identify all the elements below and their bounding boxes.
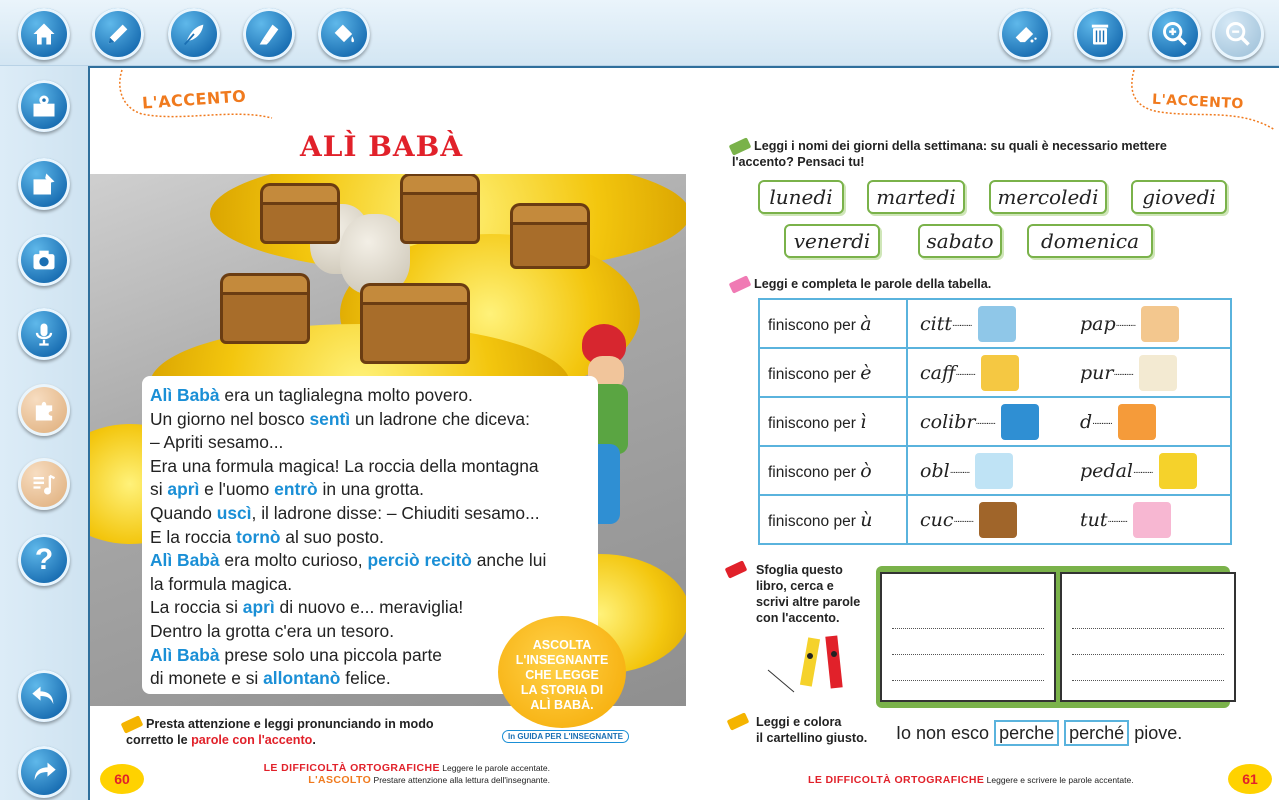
camera-icon (30, 246, 58, 274)
note-button[interactable] (18, 158, 70, 210)
story-text-segment: Un giorno nel bosco (150, 408, 310, 429)
map-button[interactable] (18, 80, 70, 132)
music-button[interactable] (18, 458, 70, 510)
book-spread (88, 66, 1279, 800)
story-line (150, 408, 590, 432)
pencils-illustration (764, 630, 864, 700)
story-line (150, 502, 590, 526)
story-text-segment: un ladrone che diceva: (350, 408, 530, 429)
paint-bucket-icon (330, 20, 358, 48)
story-text-segment: Era una formula magica! La roccia della montagna (150, 455, 539, 476)
word-to-complete[interactable]: pur ........... (1068, 355, 1228, 391)
word-picture (1139, 355, 1177, 391)
trash-icon (1086, 20, 1114, 48)
puzzle-button[interactable] (18, 384, 70, 436)
brush-button[interactable] (168, 8, 220, 60)
table-row (759, 348, 1231, 397)
story-text-segment: – Apriti sesamo... (150, 432, 284, 453)
listen-badge: ASCOLTA L'INSEGNANTE CHE LEGGE LA STORIA DI ALÌ BABÀ. (498, 616, 626, 728)
page-number-right: 61 (1228, 764, 1272, 794)
accented-word: allontanò (263, 668, 341, 689)
days-instruction: Leggi i nomi dei giorni della settimana: su quali è necessario mettere l'accento? Pensaci tu! (732, 138, 1167, 170)
story-line (150, 384, 590, 408)
question-icon: ? (34, 543, 54, 576)
table-row (759, 446, 1231, 495)
accented-word: Alì Babà (150, 385, 220, 405)
zoom-out-button[interactable] (1212, 8, 1264, 60)
color-instruction: Leggi e colora il cartellino giusto. (732, 714, 867, 746)
home-button[interactable] (18, 8, 70, 60)
story-text-segment: prese solo una piccola parte (219, 644, 442, 665)
row-label: finiscono per è (759, 348, 907, 397)
zoom-in-icon (1161, 20, 1189, 48)
trash-button[interactable] (1074, 8, 1126, 60)
fill-button[interactable] (318, 8, 370, 60)
story-text-segment: La roccia si (150, 597, 243, 618)
marker-icon (255, 20, 283, 48)
word-to-complete[interactable]: pedal ........... (1068, 453, 1228, 489)
accented-word: aprì (167, 479, 200, 500)
row-label: finiscono per à (759, 299, 907, 348)
day-card-martedi[interactable]: martedi (867, 180, 965, 214)
home-icon (30, 20, 58, 48)
story-text-segment: anche lui (471, 550, 547, 571)
reading-instruction: Presta attenzione e leggi pronunciando in modo corretto le parole con l'accento. (126, 716, 434, 748)
word-cell[interactable] (907, 397, 1231, 446)
pen-button[interactable] (92, 8, 144, 60)
story-text-segment: felice. (340, 668, 391, 689)
accented-word: uscì (216, 502, 252, 523)
day-card-venerdi[interactable]: venerdi (784, 224, 880, 258)
word-cell[interactable] (907, 446, 1231, 495)
word-to-complete[interactable]: caff ........... (908, 355, 1068, 391)
accent-vowel: è (860, 361, 872, 384)
choice-perche-accent[interactable]: perché (1064, 720, 1129, 746)
left-page (90, 68, 690, 800)
story-line (150, 455, 590, 479)
undo-icon (30, 682, 58, 710)
section-ribbon-right: L'ACCENTO (1151, 91, 1245, 113)
music-list-icon (30, 470, 58, 498)
accented-word: Alì Babà (150, 644, 220, 665)
top-toolbar (0, 0, 1279, 66)
table-row (759, 299, 1231, 348)
word-to-complete[interactable]: obl ........... (908, 453, 1068, 489)
help-button[interactable] (18, 534, 70, 586)
book-instruction: Sfoglia questo libro, cerca e scrivi altre parole con l'accento. (732, 562, 860, 626)
story-line (150, 549, 590, 573)
accent-vowel: ù (860, 508, 873, 531)
word-cell[interactable] (907, 495, 1231, 544)
row-label: finiscono per ì (759, 397, 907, 446)
story-text-segment: , il ladrone disse: – Chiuditi sesamo... (251, 502, 540, 523)
accent-vowel: ò (860, 459, 872, 482)
day-card-domenica[interactable]: domenica (1027, 224, 1153, 258)
day-card-lunedi[interactable]: lunedi (758, 180, 844, 214)
word-to-complete[interactable]: citt ........... (908, 306, 1068, 342)
story-line (150, 478, 590, 502)
word-picture (975, 453, 1013, 489)
camera-button[interactable] (18, 234, 70, 286)
accented-word: perciò (367, 550, 420, 571)
word-to-complete[interactable]: d ........... (1068, 404, 1228, 440)
microphone-icon (30, 320, 58, 348)
story-line (150, 431, 590, 455)
word-picture (1118, 404, 1156, 440)
section-ribbon: L'ACCENTO (141, 86, 247, 113)
story-text-segment: E la roccia (150, 526, 237, 547)
accented-word: tornò (236, 526, 281, 547)
word-picture (1159, 453, 1197, 489)
accented-word: entrò (274, 479, 318, 500)
map-pin-icon (30, 92, 58, 120)
zoom-out-icon (1224, 20, 1252, 48)
book-right-page (1060, 572, 1236, 702)
row-label: finiscono per ò (759, 446, 907, 495)
left-sidebar (0, 66, 88, 800)
forward-button[interactable] (18, 746, 70, 798)
page-number-left: 60 (100, 764, 144, 794)
story-line (150, 573, 590, 597)
story-text-segment: era molto curioso, (219, 550, 368, 571)
story-text-segment: si (150, 479, 168, 500)
word-to-complete[interactable]: cuc ........... (908, 502, 1068, 538)
day-card-sabato[interactable]: sabato (918, 224, 1002, 258)
puzzle-icon (30, 396, 58, 424)
right-footer: LE DIFFICOLTÀ ORTOGRAFICHE Leggere e scrivere le parole accentate. (808, 774, 1134, 786)
accented-word: recitò (424, 550, 472, 571)
word-picture (978, 306, 1016, 342)
word-to-complete[interactable]: tut ........... (1068, 502, 1228, 538)
mic-button[interactable] (18, 308, 70, 360)
story-text-segment: la formula magica. (150, 573, 293, 594)
open-book-drawing (876, 566, 1230, 708)
row-label: finiscono per ù (759, 495, 907, 544)
redo-icon (30, 758, 58, 786)
story-text-segment: al suo posto. (280, 526, 384, 547)
story-text-segment: Dentro la grotta c'era un tesoro. (150, 620, 395, 641)
zoom-in-button[interactable] (1149, 8, 1201, 60)
word-picture (979, 502, 1017, 538)
word-picture (981, 355, 1019, 391)
table-row (759, 397, 1231, 446)
eraser-button[interactable] (999, 8, 1051, 60)
accent-table (758, 298, 1232, 545)
story-line (150, 596, 590, 620)
day-card-mercoledi[interactable]: mercoledi (989, 180, 1107, 214)
day-card-giovedi[interactable]: giovedi (1131, 180, 1227, 214)
story-text-segment: in una grotta. (317, 479, 425, 500)
eraser-icon (1011, 20, 1039, 48)
highlighter-button[interactable] (243, 8, 295, 60)
color-sentence: Io non esco perche perché piove. (896, 720, 1182, 746)
accent-vowel: ì (860, 410, 867, 433)
word-picture (1001, 404, 1039, 440)
word-to-complete[interactable]: pap ........... (1068, 306, 1228, 342)
feather-icon (180, 20, 208, 48)
accent-vowel: à (860, 312, 872, 335)
page-title: ALÌ BABÀ (300, 130, 464, 163)
back-button[interactable] (18, 670, 70, 722)
story-text-segment: di nuovo e... meraviglia! (274, 597, 464, 618)
word-picture (1133, 502, 1171, 538)
table-row (759, 495, 1231, 544)
pencil-icon (121, 715, 144, 733)
word-cell[interactable] (907, 299, 1231, 348)
accented-word: Alì Babà (150, 550, 220, 571)
pencil-icon (729, 137, 752, 155)
accented-word: sentì (309, 408, 351, 429)
left-footer: LE DIFFICOLTÀ ORTOGRAFICHE Leggere le parole accentate. L'ASCOLTO Prestare attenzione alla lettura dell'insegnante. (263, 762, 550, 786)
book-left-page (880, 572, 1056, 702)
story-text-segment: Quando (150, 502, 217, 523)
table-instruction: Leggi e completa le parole della tabella. (732, 276, 991, 292)
story-text-segment: di monete e si (150, 668, 264, 689)
pencil-icon (729, 275, 752, 293)
pencil-icon (104, 20, 132, 48)
choice-perche[interactable]: perche (994, 720, 1059, 746)
story-text-segment: era un taglialegna molto povero. (219, 385, 473, 405)
teacher-guide-tag: In GUIDA PER L'INSEGNANTE (502, 730, 629, 743)
story-line (150, 526, 590, 550)
word-to-complete[interactable]: colibr ........... (908, 404, 1068, 440)
accented-word: aprì (242, 597, 275, 618)
story-text-segment: e l'uomo (199, 479, 275, 500)
pushpin-icon (30, 170, 58, 198)
word-cell[interactable] (907, 348, 1231, 397)
word-picture (1141, 306, 1179, 342)
